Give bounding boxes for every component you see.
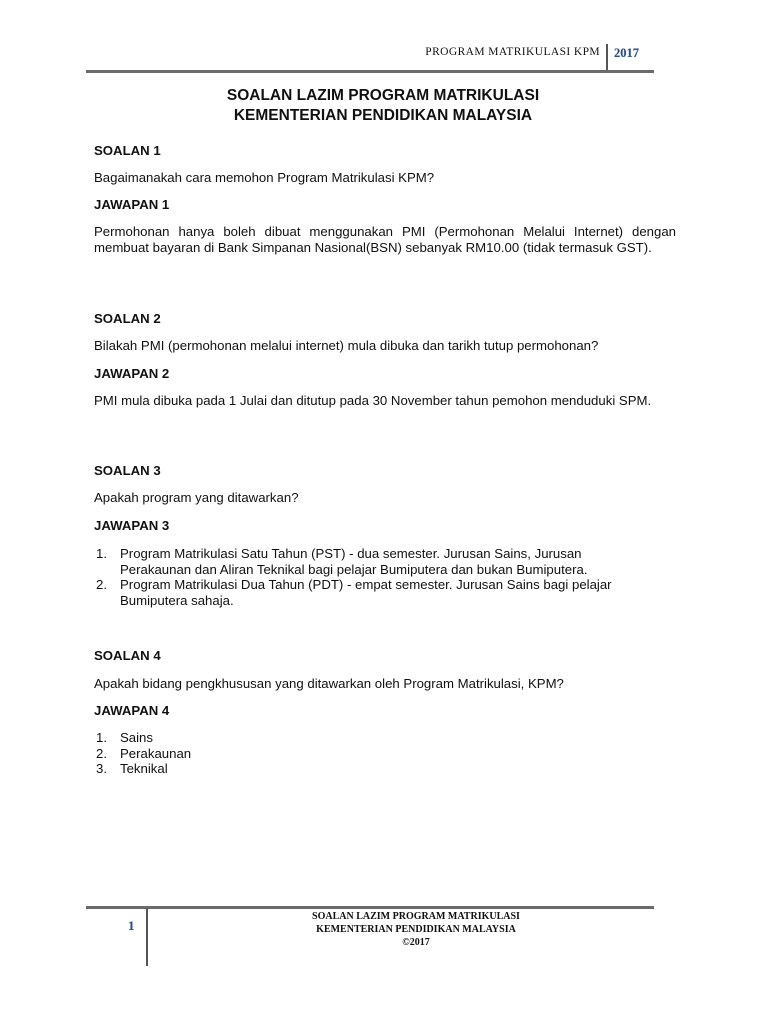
footer-line-3: ©2017	[402, 937, 430, 948]
header-title: PROGRAM MATRIKULASI KPM	[425, 46, 600, 58]
header-rule	[86, 70, 654, 73]
footer-rule	[86, 906, 654, 909]
answer-list-3	[94, 546, 676, 608]
question-text-4: Apakah bidang pengkhususan yang ditawarkan oleh Program Matrikulasi, KPM?	[94, 676, 564, 691]
footer-line-2: KEMENTERIAN PENDIDIKAN MALAYSIA	[316, 924, 516, 935]
list-item-line: Bumiputera sahaja.	[120, 592, 234, 608]
list-item-text: Perakaunan	[120, 745, 192, 761]
answer-label-3: JAWAPAN 3	[94, 518, 170, 533]
list-item-number: 1.	[96, 546, 107, 561]
footer-line-1: SOALAN LAZIM PROGRAM MATRIKULASI	[312, 911, 520, 922]
list-item-text: Sains	[120, 730, 153, 745]
question-label-1: SOALAN 1	[94, 143, 161, 158]
list-item	[94, 746, 676, 762]
answer-text-1: Permohonan hanya boleh dibuat menggunakan PMI (Permohonan Melalui Internet) dengan membuat bayaran di Bank Simpanan Nasional(BSN) sebanyak RM10.00 (tidak termasuk GST).	[94, 224, 676, 255]
list-item-number: 3.	[96, 761, 107, 777]
list-item-line: Program Matrikulasi Dua Tahun (PDT) - empat semester. Jurusan Sains bagi pelajar	[120, 577, 612, 593]
title-line-1: SOALAN LAZIM PROGRAM MATRIKULASI	[226, 87, 540, 104]
page-title	[90, 86, 676, 126]
list-item	[94, 730, 676, 746]
question-label-4: SOALAN 4	[94, 648, 161, 663]
list-item-number: 1.	[96, 730, 107, 745]
question-text-3: Apakah program yang ditawarkan?	[94, 490, 299, 505]
list-item-line: Perakaunan dan Aliran Teknikal bagi pelajar Bumiputera dan bukan Bumiputera.	[120, 561, 588, 577]
answer-list-4	[94, 730, 676, 777]
page-number: 1	[128, 918, 135, 933]
list-item	[94, 761, 676, 777]
question-label-3: SOALAN 3	[94, 463, 161, 478]
answer-label-1: JAWAPAN 1	[94, 197, 170, 212]
list-item-line: Program Matrikulasi Satu Tahun (PST) - dua semester. Jurusan Sains, Jurusan	[120, 546, 582, 561]
list-item-number: 2.	[96, 745, 107, 761]
question-label-2: SOALAN 2	[94, 311, 161, 326]
header-divider	[606, 44, 608, 72]
question-text-1: Bagaimanakah cara memohon Program Matrikulasi KPM?	[94, 170, 435, 185]
list-item-number: 2.	[96, 577, 107, 593]
title-line-2: KEMENTERIAN PENDIDIKAN MALAYSIA	[233, 107, 533, 124]
answer-label-2: JAWAPAN 2	[94, 366, 170, 381]
footer-divider	[146, 908, 148, 966]
list-item-text: Teknikal	[120, 761, 168, 777]
answer-label-4: JAWAPAN 4	[94, 703, 170, 718]
question-text-2: Bilakah PMI (permohonan melalui internet) mula dibuka dan tarikh tutup permohonan?	[94, 338, 599, 353]
answer-text-2: PMI mula dibuka pada 1 Julai dan ditutup pada 30 November tahun pemohon menduduki SPM.	[94, 393, 652, 408]
list-item	[94, 577, 676, 608]
header-year: 2017	[614, 46, 639, 60]
footer-text	[268, 910, 564, 949]
list-item	[94, 546, 676, 577]
